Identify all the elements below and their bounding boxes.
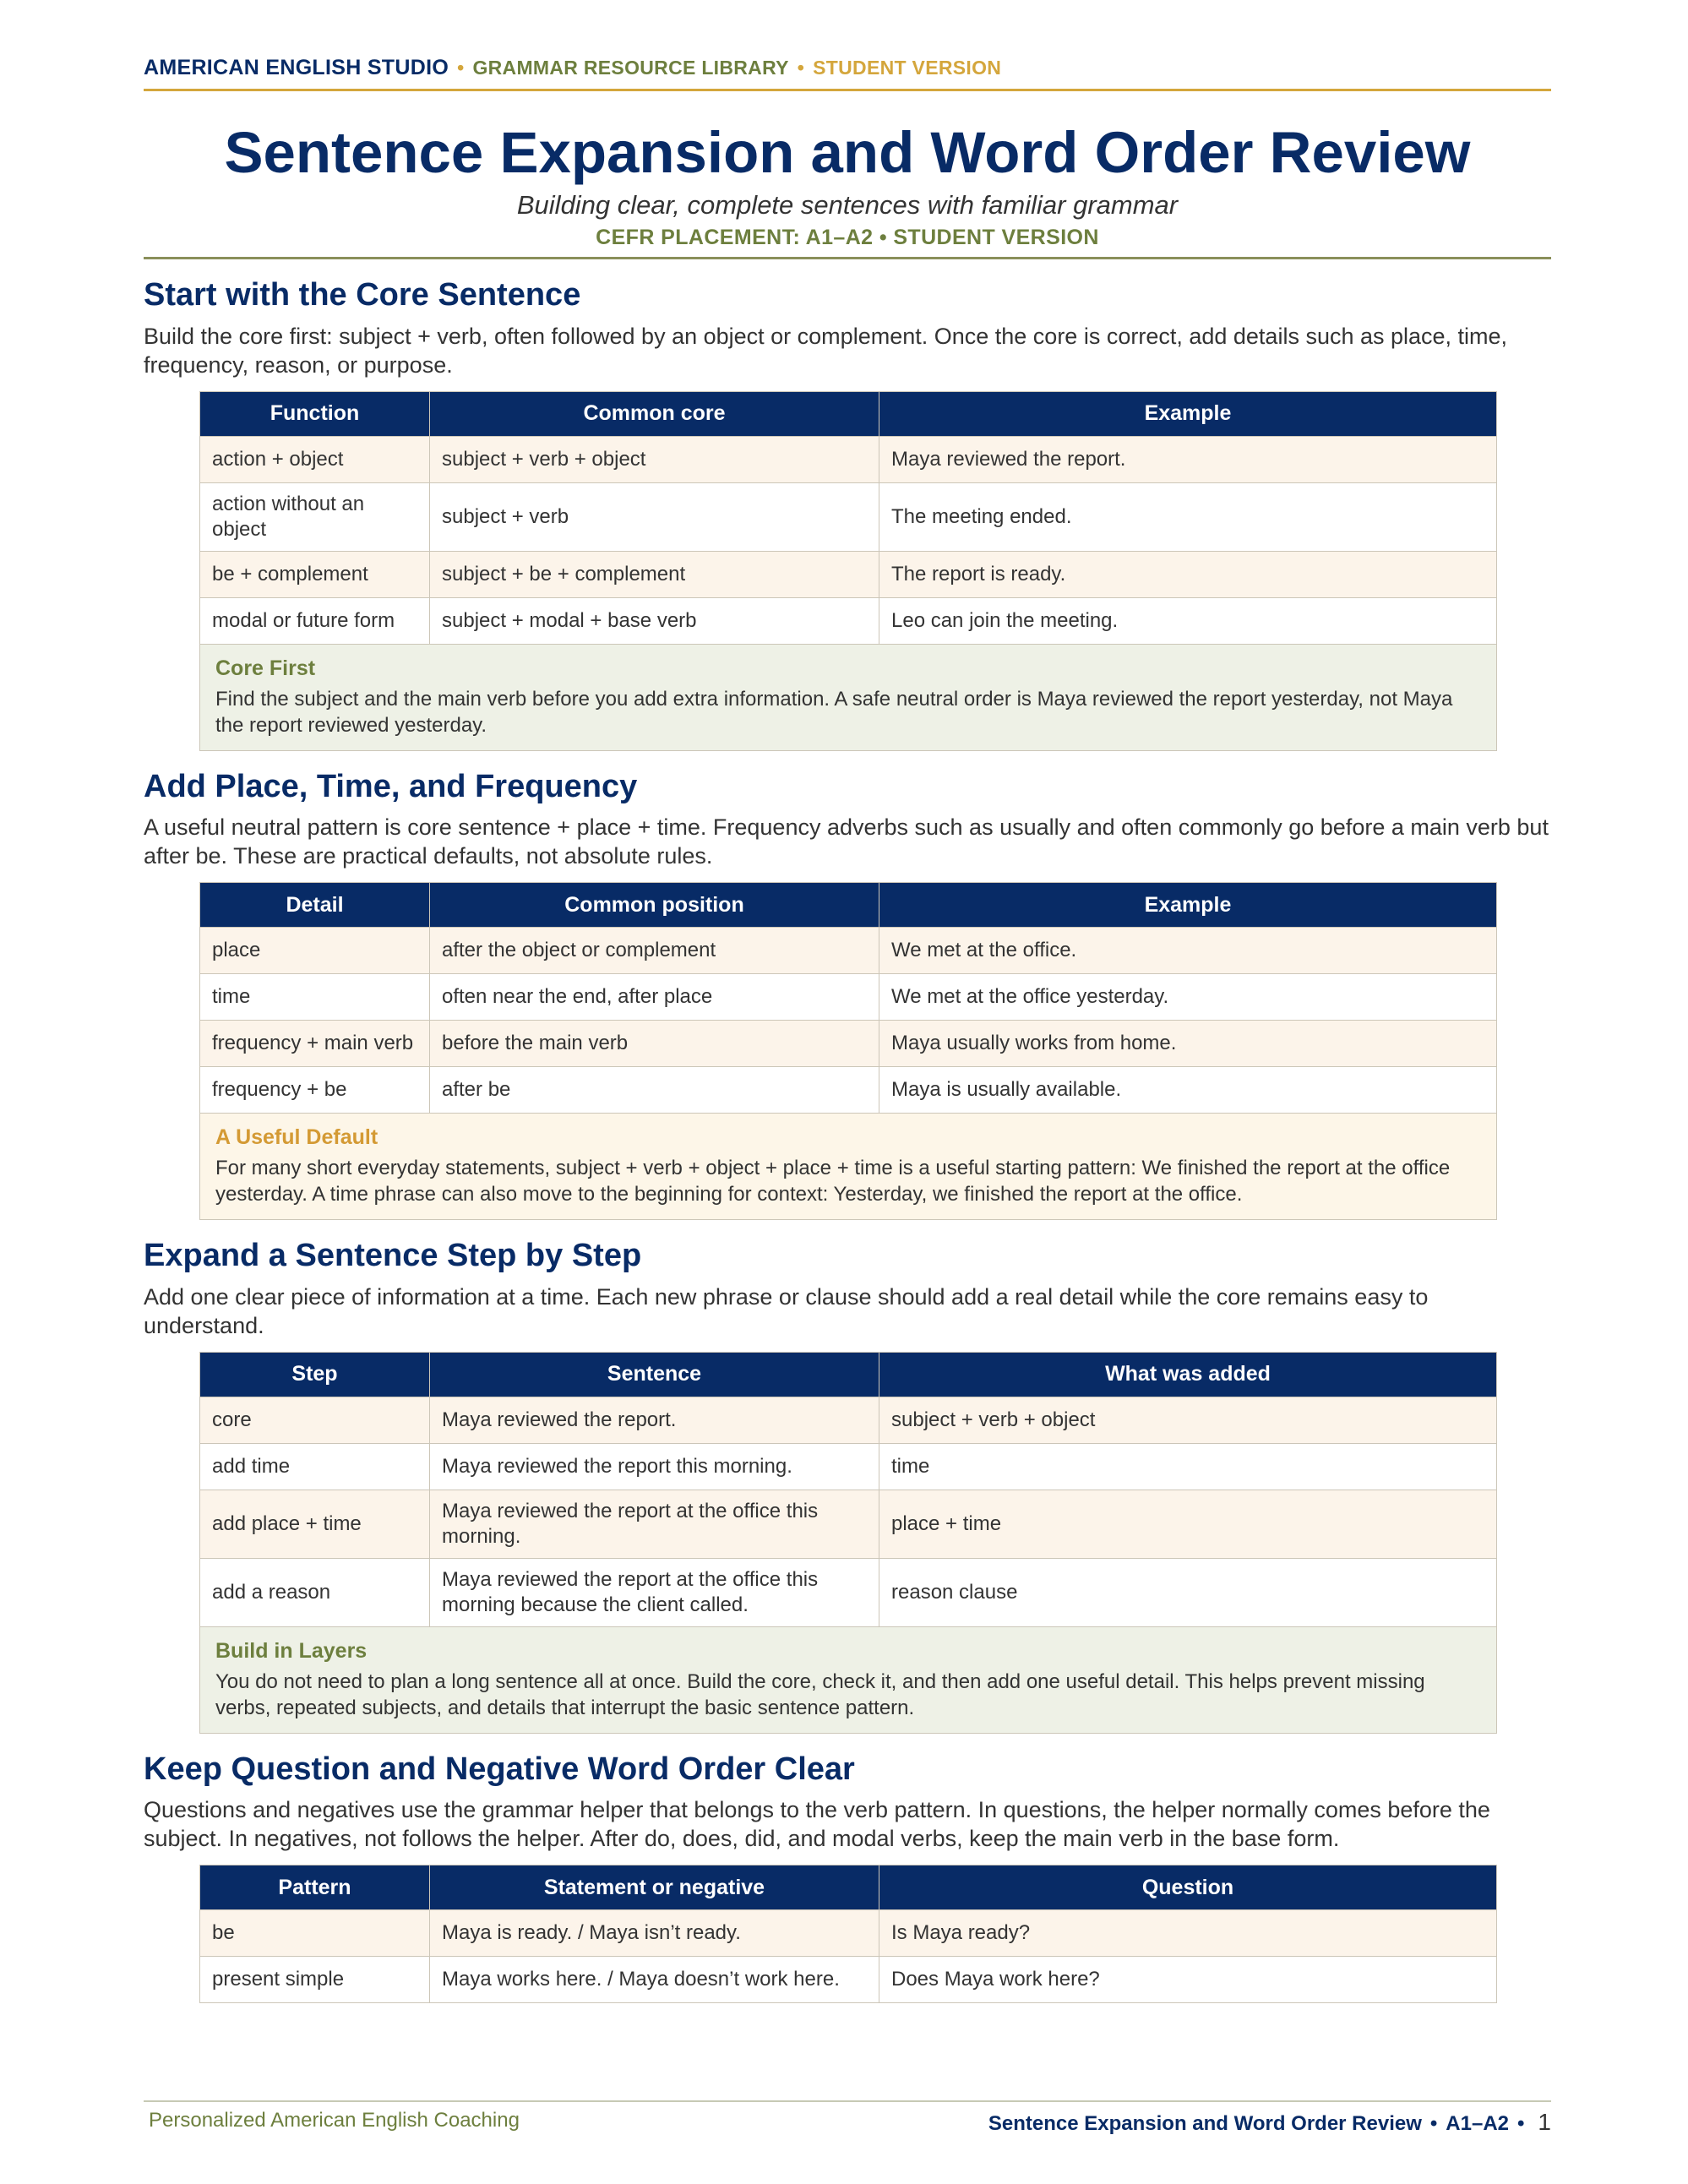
- footer-tagline: Personalized American English Coaching: [149, 2109, 520, 2132]
- table-row: [200, 1067, 1497, 1114]
- note-body: Find the subject and the main verb before you add extra information. A safe neutral order is Maya reviewed the report yesterday, not Maya the report reviewed yesterday.: [215, 687, 1453, 737]
- table-row: [200, 1021, 1497, 1067]
- grammar-table: [199, 391, 1497, 645]
- table-cell: after be: [430, 1067, 879, 1114]
- table-cell: Maya works here. / Maya doesn’t work here.: [430, 1957, 879, 2003]
- footer-title: Sentence Expansion and Word Order Review: [988, 2112, 1422, 2135]
- table-cell: after the object or complement: [430, 928, 879, 974]
- section-heading: Expand a Sentence Step by Step: [144, 1238, 642, 1274]
- table-cell: subject + verb + object: [879, 1397, 1497, 1443]
- column-header: Statement or negative: [430, 1865, 879, 1910]
- table-cell: subject + verb: [430, 482, 879, 551]
- table-cell: We met at the office.: [879, 928, 1497, 974]
- footer-separator: •: [1429, 2112, 1438, 2135]
- section-heading: Start with the Core Sentence: [144, 277, 581, 313]
- table-row: [200, 1490, 1497, 1558]
- version-label: STUDENT VERSION: [813, 57, 1002, 79]
- footer-info: [988, 2109, 1551, 2136]
- table-cell: frequency + main verb: [200, 1021, 430, 1067]
- column-header: Step: [200, 1352, 430, 1397]
- separator-dot: •: [797, 57, 805, 79]
- placement-label: CEFR PLACEMENT: A1–A2 • STUDENT VERSION: [596, 226, 1099, 249]
- section-heading: Add Place, Time, and Frequency: [144, 768, 638, 804]
- note-title: A Useful Default: [215, 1125, 378, 1150]
- column-header: Question: [879, 1865, 1497, 1910]
- table-cell: Maya reviewed the report at the office this morning because the client called.: [430, 1558, 879, 1626]
- section-intro: A useful neutral pattern is core sentence + place + time. Frequency adverbs such as usually and often commonly go before a main verb but after be. These are practical defaults, not absolute rules.: [144, 814, 1549, 869]
- table-cell: core: [200, 1397, 430, 1443]
- column-header: What was added: [879, 1352, 1497, 1397]
- note-title: Build in Layers: [215, 1638, 368, 1663]
- table-row: [200, 928, 1497, 974]
- table-cell: add place + time: [200, 1490, 430, 1558]
- note-body: You do not need to plan a long sentence all at once. Build the core, check it, and then add one useful detail. This helps prevent missing verbs, repeated subjects, and details that interrupt the basic sentence pattern.: [215, 1669, 1425, 1719]
- table-cell: Leo can join the meeting.: [879, 597, 1497, 644]
- table-cell: add a reason: [200, 1558, 430, 1626]
- table-cell: place: [200, 928, 430, 974]
- column-header: Example: [879, 391, 1497, 436]
- table-cell: Is Maya ready?: [879, 1910, 1497, 1957]
- column-header: Example: [879, 883, 1497, 928]
- table-cell: frequency + be: [200, 1067, 430, 1114]
- page: [144, 0, 1551, 2003]
- table-cell: Maya reviewed the report at the office this morning.: [430, 1490, 879, 1558]
- table-cell: before the main verb: [430, 1021, 879, 1067]
- table-row: [200, 436, 1497, 482]
- table-row: [200, 1558, 1497, 1626]
- column-header: Sentence: [430, 1352, 879, 1397]
- table-cell: time: [879, 1443, 1497, 1490]
- column-header: Common position: [430, 883, 879, 928]
- table-header-row: [200, 1865, 1497, 1910]
- column-header: Detail: [200, 883, 430, 928]
- table-cell: add time: [200, 1443, 430, 1490]
- table-row: [200, 597, 1497, 644]
- note-box: [199, 645, 1497, 751]
- table-cell: be: [200, 1910, 430, 1957]
- table-cell: action without an object: [200, 482, 430, 551]
- table-cell: subject + verb + object: [430, 436, 879, 482]
- page-subtitle: Building clear, complete sentences with familiar grammar: [516, 190, 1179, 220]
- section-heading: Keep Question and Negative Word Order Clear: [144, 1751, 855, 1787]
- column-header: Common core: [430, 391, 879, 436]
- table-cell: Maya is usually available.: [879, 1067, 1497, 1114]
- table-cell: Maya is ready. / Maya isn’t ready.: [430, 1910, 879, 1957]
- page-number: 1: [1538, 2109, 1551, 2135]
- note-box: [199, 1627, 1497, 1734]
- table-cell: Maya reviewed the report.: [879, 436, 1497, 482]
- table-cell: time: [200, 974, 430, 1021]
- table-cell: present simple: [200, 1957, 430, 2003]
- title-block: [144, 91, 1551, 250]
- table-cell: reason clause: [879, 1558, 1497, 1626]
- table-cell: be + complement: [200, 551, 430, 597]
- table-cell: The report is ready.: [879, 551, 1497, 597]
- table-row: [200, 551, 1497, 597]
- column-header: Pattern: [200, 1865, 430, 1910]
- table-cell: action + object: [200, 436, 430, 482]
- note-title: Core First: [215, 656, 316, 680]
- table-cell: subject + be + complement: [430, 551, 879, 597]
- page-title: Sentence Expansion and Word Order Review: [224, 120, 1471, 185]
- note-body: For many short everyday statements, subject + verb + object + place + time is a useful starting pattern: We finished the report at the office yesterday. A time phrase can also move to the beginning for context: Yesterday, we finished the report at the office.: [215, 1157, 1451, 1206]
- section-intro: Questions and negatives use the grammar helper that belongs to the verb pattern. In questions, the helper normally comes before the subject. In negatives, not follows the helper. After do, does, did, and modal verbs, keep the main verb in the base form.: [144, 1797, 1490, 1852]
- library-name: GRAMMAR RESOURCE LIBRARY: [472, 57, 789, 79]
- sections-container: [144, 276, 1551, 2003]
- table-header-row: [200, 391, 1497, 436]
- table-row: [200, 1397, 1497, 1443]
- table-cell: modal or future form: [200, 597, 430, 644]
- table-header-row: [200, 883, 1497, 928]
- grammar-table: [199, 882, 1497, 1114]
- table-row: [200, 1957, 1497, 2003]
- section-intro: Add one clear piece of information at a time. Each new phrase or clause should add a real detail while the core remains easy to understand.: [144, 1283, 1429, 1338]
- table-header-row: [200, 1352, 1497, 1397]
- table-row: [200, 482, 1497, 551]
- brand-name: AMERICAN ENGLISH STUDIO: [144, 56, 449, 79]
- grammar-table: [199, 1352, 1497, 1627]
- table-cell: Maya reviewed the report.: [430, 1397, 879, 1443]
- page-footer: [144, 2100, 1551, 2153]
- table-row: [200, 1910, 1497, 1957]
- separator-dot: •: [457, 57, 465, 79]
- note-box: [199, 1114, 1497, 1220]
- footer-level: A1–A2: [1446, 2112, 1510, 2135]
- table-cell: Maya usually works from home.: [879, 1021, 1497, 1067]
- table-cell: place + time: [879, 1490, 1497, 1558]
- table-cell: We met at the office yesterday.: [879, 974, 1497, 1021]
- table-row: [200, 974, 1497, 1021]
- table-row: [200, 1443, 1497, 1490]
- top-bar: [144, 56, 1551, 91]
- table-cell: The meeting ended.: [879, 482, 1497, 551]
- divider: [144, 257, 1551, 259]
- footer-separator: •: [1517, 2112, 1525, 2135]
- table-cell: subject + modal + base verb: [430, 597, 879, 644]
- grammar-table: [199, 1865, 1497, 2003]
- column-header: Function: [200, 391, 430, 436]
- table-cell: Maya reviewed the report this morning.: [430, 1443, 879, 1490]
- table-cell: often near the end, after place: [430, 974, 879, 1021]
- section-intro: Build the core first: subject + verb, often followed by an object or complement. Once the core is correct, add details such as place, time, frequency, reason, or purpose.: [144, 323, 1508, 378]
- table-cell: Does Maya work here?: [879, 1957, 1497, 2003]
